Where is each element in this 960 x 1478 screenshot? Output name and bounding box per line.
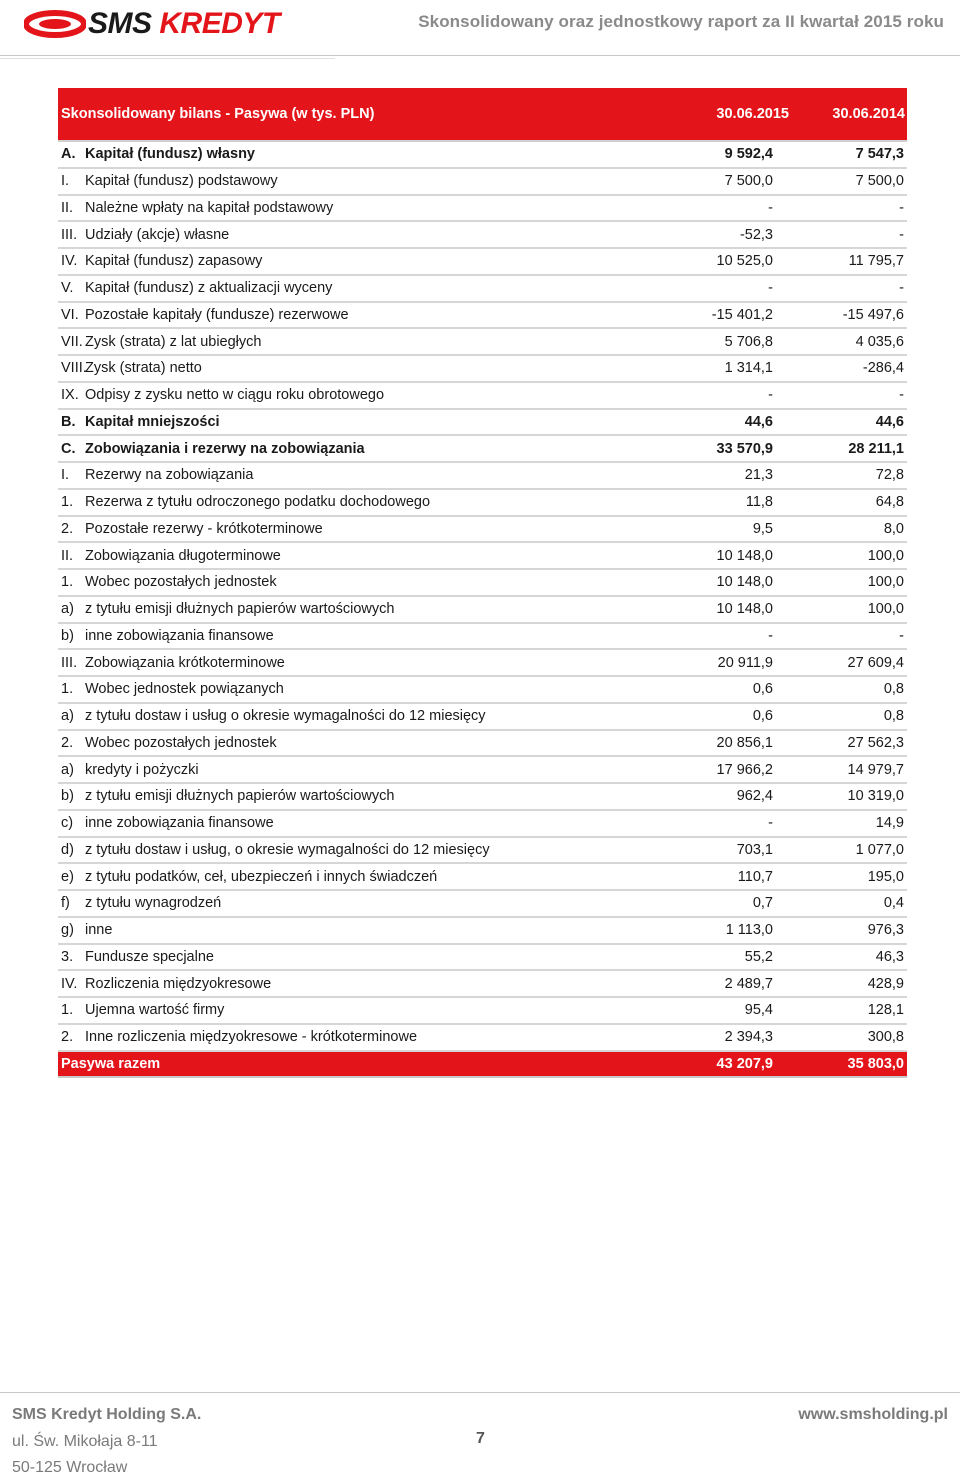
- total-value-2014: 35 803,0: [847, 1055, 904, 1072]
- row-label: Należne wpłaty na kapitał podstawowy: [85, 199, 334, 216]
- report-title: Skonsolidowany oraz jednostkowy raport za II kwartał 2015 roku: [418, 12, 944, 31]
- row-label: Zobowiązania długoterminowe: [85, 547, 281, 564]
- row-value-2015: 10 148,0: [716, 601, 773, 618]
- row-value-2014: -286,4: [862, 360, 904, 377]
- row-value-2014: 100,0: [867, 547, 904, 564]
- table-row: [58, 891, 907, 918]
- row-value-2014: 64,8: [875, 494, 904, 511]
- row-value-2015: 5 706,8: [724, 333, 773, 350]
- table-row: [58, 570, 907, 597]
- row-value-2014: 195,0: [867, 868, 904, 885]
- table-row: [58, 864, 907, 891]
- row-value-2015: 703,1: [736, 841, 773, 858]
- row-number: IX.: [61, 387, 79, 404]
- row-value-2014: 0,4: [883, 895, 904, 912]
- row-value-2015: 11,8: [745, 494, 773, 511]
- row-value-2014: 4 035,6: [855, 333, 904, 350]
- row-value-2015: 10 148,0: [716, 574, 773, 591]
- row-value-2014: 976,3: [867, 922, 904, 939]
- row-number: e): [61, 868, 74, 885]
- row-label: Kapitał (fundusz) podstawowy: [85, 173, 278, 190]
- header-divider-secondary: [0, 58, 335, 59]
- row-value-2014: 27 562,3: [847, 734, 904, 751]
- row-value-2015: 33 570,9: [716, 440, 773, 457]
- row-value-2015: -52,3: [739, 226, 773, 243]
- row-value-2014: -: [899, 280, 904, 297]
- row-value-2014: 7 547,3: [855, 146, 904, 163]
- row-value-2014: 14 979,7: [847, 761, 904, 778]
- table-row: [58, 757, 907, 784]
- table-row: [58, 383, 907, 410]
- row-label: z tytułu podatków, ceł, ubezpieczeń i innych świadczeń: [85, 868, 438, 885]
- row-value-2014: 100,0: [867, 601, 904, 618]
- row-number: f): [61, 895, 70, 912]
- row-value-2015: 0,7: [752, 895, 773, 912]
- row-value-2014: 1 077,0: [855, 841, 904, 858]
- row-value-2014: -: [899, 226, 904, 243]
- row-value-2015: 20 911,9: [717, 654, 773, 671]
- table-row: [58, 410, 907, 437]
- row-value-2014: 8,0: [883, 520, 904, 537]
- row-number: A.: [61, 146, 76, 163]
- row-number: IV.: [61, 975, 78, 992]
- row-value-2015: 1 113,0: [725, 922, 773, 939]
- row-number: III.: [61, 654, 78, 671]
- row-label: Pozostałe rezerwy - krótkoterminowe: [85, 520, 323, 537]
- table-row: [58, 998, 907, 1025]
- table-row: [58, 731, 907, 758]
- footer-street: ul. Św. Mikołaja 8-11: [12, 1433, 158, 1450]
- table-row: [58, 784, 907, 811]
- row-number: VII.: [61, 333, 83, 350]
- row-value-2015: 10 148,0: [716, 547, 773, 564]
- row-label: inne zobowiązania finansowe: [85, 815, 274, 832]
- row-label: Pozostałe kapitały (fundusze) rezerwowe: [85, 306, 349, 323]
- row-number: c): [61, 815, 74, 832]
- table-row: [58, 196, 907, 223]
- row-number: 1.: [61, 574, 74, 591]
- row-value-2015: 1 314,1: [724, 360, 773, 377]
- row-value-2014: 46,3: [875, 948, 904, 965]
- row-value-2015: 2 489,7: [724, 975, 773, 992]
- row-number: a): [61, 761, 74, 778]
- row-number: 2.: [61, 520, 74, 537]
- row-value-2014: -15 497,6: [842, 306, 904, 323]
- footer-divider: [0, 1392, 960, 1393]
- row-label: Wobec pozostałych jednostek: [85, 574, 277, 591]
- row-value-2015: -: [768, 280, 773, 297]
- column-header-2015: 30.06.2015: [716, 106, 789, 122]
- row-value-2014: -: [899, 199, 904, 216]
- total-row: [58, 1052, 907, 1079]
- row-label: z tytułu emisji dłużnych papierów wartościowych: [85, 601, 395, 618]
- row-number: b): [61, 788, 74, 805]
- column-header-2014: 30.06.2014: [832, 106, 905, 122]
- logo-swoosh-icon: [24, 8, 86, 40]
- row-number: a): [61, 708, 74, 725]
- table-row: [58, 597, 907, 624]
- row-number: VI.: [61, 306, 79, 323]
- row-number: 1.: [61, 1002, 74, 1019]
- row-label: z tytułu emisji dłużnych papierów wartościowych: [85, 788, 395, 805]
- row-number: V.: [61, 280, 74, 297]
- row-value-2014: 7 500,0: [855, 173, 904, 190]
- total-label: Pasywa razem: [61, 1055, 161, 1072]
- row-number: B.: [61, 413, 76, 430]
- row-number: III.: [61, 226, 78, 243]
- row-value-2015: -: [768, 815, 773, 832]
- row-number: a): [61, 601, 74, 618]
- row-value-2014: 300,8: [867, 1029, 904, 1046]
- row-value-2014: 100,0: [867, 574, 904, 591]
- row-value-2015: 962,4: [736, 788, 773, 805]
- row-value-2014: -: [899, 627, 904, 644]
- logo-kredyt-text: KREDYT: [159, 7, 280, 40]
- row-number: g): [61, 922, 74, 939]
- row-label: Ujemna wartość firmy: [85, 1002, 225, 1019]
- table-row: [58, 624, 907, 651]
- row-number: II.: [61, 199, 74, 216]
- sms-kredyt-logo: [24, 6, 280, 42]
- table-row: [58, 356, 907, 383]
- row-label: Wobec jednostek powiązanych: [85, 681, 284, 698]
- table-row: [58, 222, 907, 249]
- row-number: C.: [61, 440, 76, 457]
- table-row: [58, 945, 907, 972]
- table-row: [58, 329, 907, 356]
- row-number: 1.: [61, 494, 74, 511]
- row-value-2015: 44,6: [744, 413, 773, 430]
- table-row: [58, 142, 907, 169]
- row-label: z tytułu dostaw i usług, o okresie wymagalności do 12 miesięcy: [85, 841, 490, 858]
- row-label: inne: [85, 922, 113, 939]
- table-row: [58, 276, 907, 303]
- row-number: d): [61, 841, 74, 858]
- table-row: [58, 677, 907, 704]
- row-label: Zobowiązania i rezerwy na zobowiązania: [85, 440, 365, 457]
- table-body: [58, 142, 907, 1052]
- row-value-2015: 110,7: [737, 868, 773, 885]
- row-value-2015: 10 525,0: [716, 253, 773, 270]
- table-row: [58, 490, 907, 517]
- table-row: [58, 811, 907, 838]
- table-row: [58, 918, 907, 945]
- row-value-2014: 14,9: [875, 815, 904, 832]
- table-row: [58, 543, 907, 570]
- balance-sheet-table: [58, 88, 907, 1078]
- row-value-2015: 21,3: [744, 467, 773, 484]
- row-number: IV.: [61, 253, 78, 270]
- header-divider: [0, 55, 960, 56]
- table-row: [58, 517, 907, 544]
- row-value-2015: 55,2: [744, 948, 773, 965]
- row-value-2015: 95,4: [744, 1002, 773, 1019]
- row-number: b): [61, 627, 74, 644]
- table-row: [58, 838, 907, 865]
- row-number: 2.: [61, 734, 74, 751]
- row-label: Inne rozliczenia międzyokresowe - krótkoterminowe: [85, 1029, 418, 1046]
- row-label: Rezerwa z tytułu odroczonego podatku dochodowego: [85, 494, 431, 511]
- row-label: inne zobowiązania finansowe: [85, 627, 274, 644]
- table-row: [58, 1025, 907, 1052]
- row-label: Zobowiązania krótkoterminowe: [85, 654, 285, 671]
- row-label: Zysk (strata) z lat ubiegłych: [85, 333, 262, 350]
- row-label: Wobec pozostałych jednostek: [85, 734, 277, 751]
- row-value-2015: 17 966,2: [716, 761, 773, 778]
- row-number: 3.: [61, 948, 74, 965]
- row-label: Odpisy z zysku netto w ciągu roku obrotowego: [85, 387, 385, 404]
- row-value-2014: 27 609,4: [847, 654, 904, 671]
- row-value-2015: -15 401,2: [711, 306, 773, 323]
- row-number: I.: [61, 173, 70, 190]
- footer-website-link[interactable]: www.smsholding.pl: [798, 1406, 948, 1423]
- row-value-2015: -: [768, 387, 773, 404]
- row-value-2015: -: [768, 627, 773, 644]
- table-row: [58, 650, 907, 677]
- row-value-2014: 0,8: [883, 708, 904, 725]
- row-value-2014: 10 319,0: [847, 788, 904, 805]
- row-label: Udziały (akcje) własne: [85, 226, 230, 243]
- row-value-2015: 2 394,3: [724, 1029, 773, 1046]
- row-label: z tytułu wynagrodzeń: [85, 895, 222, 912]
- row-value-2015: -: [768, 199, 773, 216]
- row-label: kredyty i pożyczki: [85, 761, 199, 778]
- logo-sms-text: SMS: [88, 7, 152, 40]
- row-label: Rezerwy na zobowiązania: [85, 467, 254, 484]
- row-label: Fundusze specjalne: [85, 948, 214, 965]
- footer-city: 50-125 Wrocław: [12, 1459, 128, 1476]
- row-value-2015: 9 592,4: [724, 146, 773, 163]
- row-label: Kapitał (fundusz) własny: [85, 146, 255, 163]
- row-label: Kapitał (fundusz) zapasowy: [85, 253, 263, 270]
- row-value-2015: 20 856,1: [716, 734, 773, 751]
- row-label: z tytułu dostaw i usług o okresie wymagalności do 12 miesięcy: [85, 708, 486, 725]
- row-value-2014: 428,9: [867, 975, 904, 992]
- row-value-2014: -: [899, 387, 904, 404]
- table-header: [58, 88, 907, 142]
- page-number: 7: [476, 1430, 485, 1447]
- footer-company-name: SMS Kredyt Holding S.A.: [12, 1406, 202, 1423]
- table-row: [58, 704, 907, 731]
- table-row: [58, 169, 907, 196]
- row-value-2014: 28 211,1: [848, 440, 904, 457]
- table-row: [58, 249, 907, 276]
- table-row: [58, 971, 907, 998]
- row-value-2014: 44,6: [875, 413, 904, 430]
- row-value-2015: 9,5: [752, 520, 773, 537]
- row-number: 1.: [61, 681, 74, 698]
- row-value-2014: 128,1: [867, 1002, 904, 1019]
- row-number: VIII.: [61, 360, 87, 377]
- row-number: 2.: [61, 1029, 74, 1046]
- table-row: [58, 436, 907, 463]
- table-row: [58, 463, 907, 490]
- table-title: Skonsolidowany bilans - Pasywa (w tys. PLN): [61, 106, 375, 122]
- row-value-2015: 7 500,0: [724, 173, 773, 190]
- row-number: II.: [61, 547, 74, 564]
- row-label: Kapitał (fundusz) z aktualizacji wyceny: [85, 280, 333, 297]
- row-label: Kapitał mniejszości: [85, 413, 220, 430]
- total-value-2015: 43 207,9: [716, 1055, 773, 1072]
- row-label: Rozliczenia międzyokresowe: [85, 975, 272, 992]
- page-header: [0, 0, 960, 58]
- row-label: Zysk (strata) netto: [85, 360, 202, 377]
- row-number: I.: [61, 467, 70, 484]
- row-value-2015: 0,6: [752, 708, 773, 725]
- table-row: [58, 303, 907, 330]
- row-value-2015: 0,6: [752, 681, 773, 698]
- row-value-2014: 0,8: [883, 681, 904, 698]
- row-value-2014: 72,8: [875, 467, 904, 484]
- row-value-2014: 11 795,7: [848, 253, 904, 270]
